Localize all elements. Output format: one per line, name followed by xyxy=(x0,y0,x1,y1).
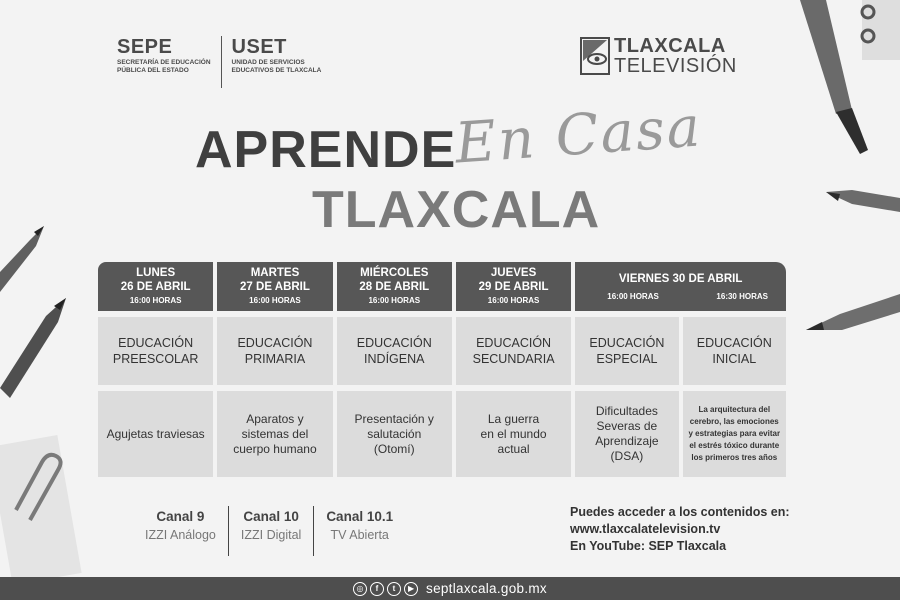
channel-item: Canal 10 IZZI Digital xyxy=(240,509,302,542)
government-logos xyxy=(117,36,331,92)
topics-row xyxy=(98,391,786,477)
paperclip-icon xyxy=(0,435,82,585)
logo-divider xyxy=(221,36,222,88)
social-icons xyxy=(353,582,418,596)
title-tlaxcala: TLAXCALA xyxy=(312,181,601,239)
title-aprende: APRENDE xyxy=(195,121,457,179)
subject-cell: EDUCACIÓN PREESCOLAR xyxy=(98,317,213,385)
sepe-logo: SEPE SECRETARÍA DE EDUCACIÓN PÚBLICA DEL ESTADO xyxy=(117,36,211,74)
pencil-icon xyxy=(806,294,900,330)
schedule-table xyxy=(98,262,786,477)
paintbrush-icon xyxy=(800,0,868,154)
topic-cell: Aparatos y sistemas del cuerpo humano xyxy=(217,391,332,477)
channel-list xyxy=(133,508,405,556)
subjects-row xyxy=(98,317,786,385)
subject-cell: EDUCACIÓN INDÍGENA xyxy=(337,317,452,385)
subject-cell: EDUCACIÓN INICIAL xyxy=(683,317,786,385)
topic-cell: La arquitectura del cerebro, las emociones y estrategias para evitar el estrés tóxico durante los primeros tres años xyxy=(683,391,786,477)
topic-cell: Agujetas traviesas xyxy=(98,391,213,477)
access-info: Puedes acceder a los contenidos en: www.tlaxcalatelevision.tv En YouTube: SEP Tlaxcala xyxy=(570,505,790,553)
footer-url[interactable]: septlaxcala.gob.mx xyxy=(426,581,547,596)
uset-logo: USET UNIDAD DE SERVICIOS EDUCATIVOS DE TLAXCALA xyxy=(231,36,322,74)
website-link[interactable]: www.tlaxcalatelevision.tv xyxy=(570,522,721,536)
title-en-casa: En Casa xyxy=(452,94,705,177)
channel-item: Canal 10.1 TV Abierta xyxy=(326,509,394,542)
tlaxcala-television-logo: TLAXCALA TELEVISIÓN xyxy=(580,36,737,76)
tv-eye-icon xyxy=(580,37,610,75)
pencil-icon xyxy=(0,226,44,292)
header-monday: LUNES 26 DE ABRIL 16:00 HORAS xyxy=(98,262,213,311)
topic-cell: La guerra en el mundo actual xyxy=(456,391,571,477)
header-wednesday: MIÉRCOLES 28 DE ABRIL 16:00 HORAS xyxy=(337,262,452,311)
header-thursday: JUEVES 29 DE ABRIL 16:00 HORAS xyxy=(456,262,571,311)
youtube-icon[interactable]: ▶ xyxy=(404,582,418,596)
pencil-icon xyxy=(0,298,66,398)
schedule-header-row xyxy=(98,262,786,311)
notebook-icon xyxy=(862,0,900,60)
channel-item: Canal 9 IZZI Análogo xyxy=(145,509,216,542)
header-friday: VIERNES 30 DE ABRIL 16:00 HORAS 16:30 HORAS xyxy=(575,262,786,311)
subject-cell: EDUCACIÓN PRIMARIA xyxy=(217,317,332,385)
topic-cell: Presentación y salutación (Otomí) xyxy=(337,391,452,477)
subject-cell: EDUCACIÓN ESPECIAL xyxy=(575,317,678,385)
header-tuesday: MARTES 27 DE ABRIL 16:00 HORAS xyxy=(217,262,332,311)
pencil-icon xyxy=(826,190,900,212)
subject-cell: EDUCACIÓN SECUNDARIA xyxy=(456,317,571,385)
topic-cell: Dificultades Severas de Aprendizaje (DSA) xyxy=(575,391,678,477)
instagram-icon[interactable]: ◎ xyxy=(353,582,367,596)
twitter-icon[interactable]: t xyxy=(387,582,401,596)
facebook-icon[interactable]: f xyxy=(370,582,384,596)
footer-bar xyxy=(0,577,900,600)
